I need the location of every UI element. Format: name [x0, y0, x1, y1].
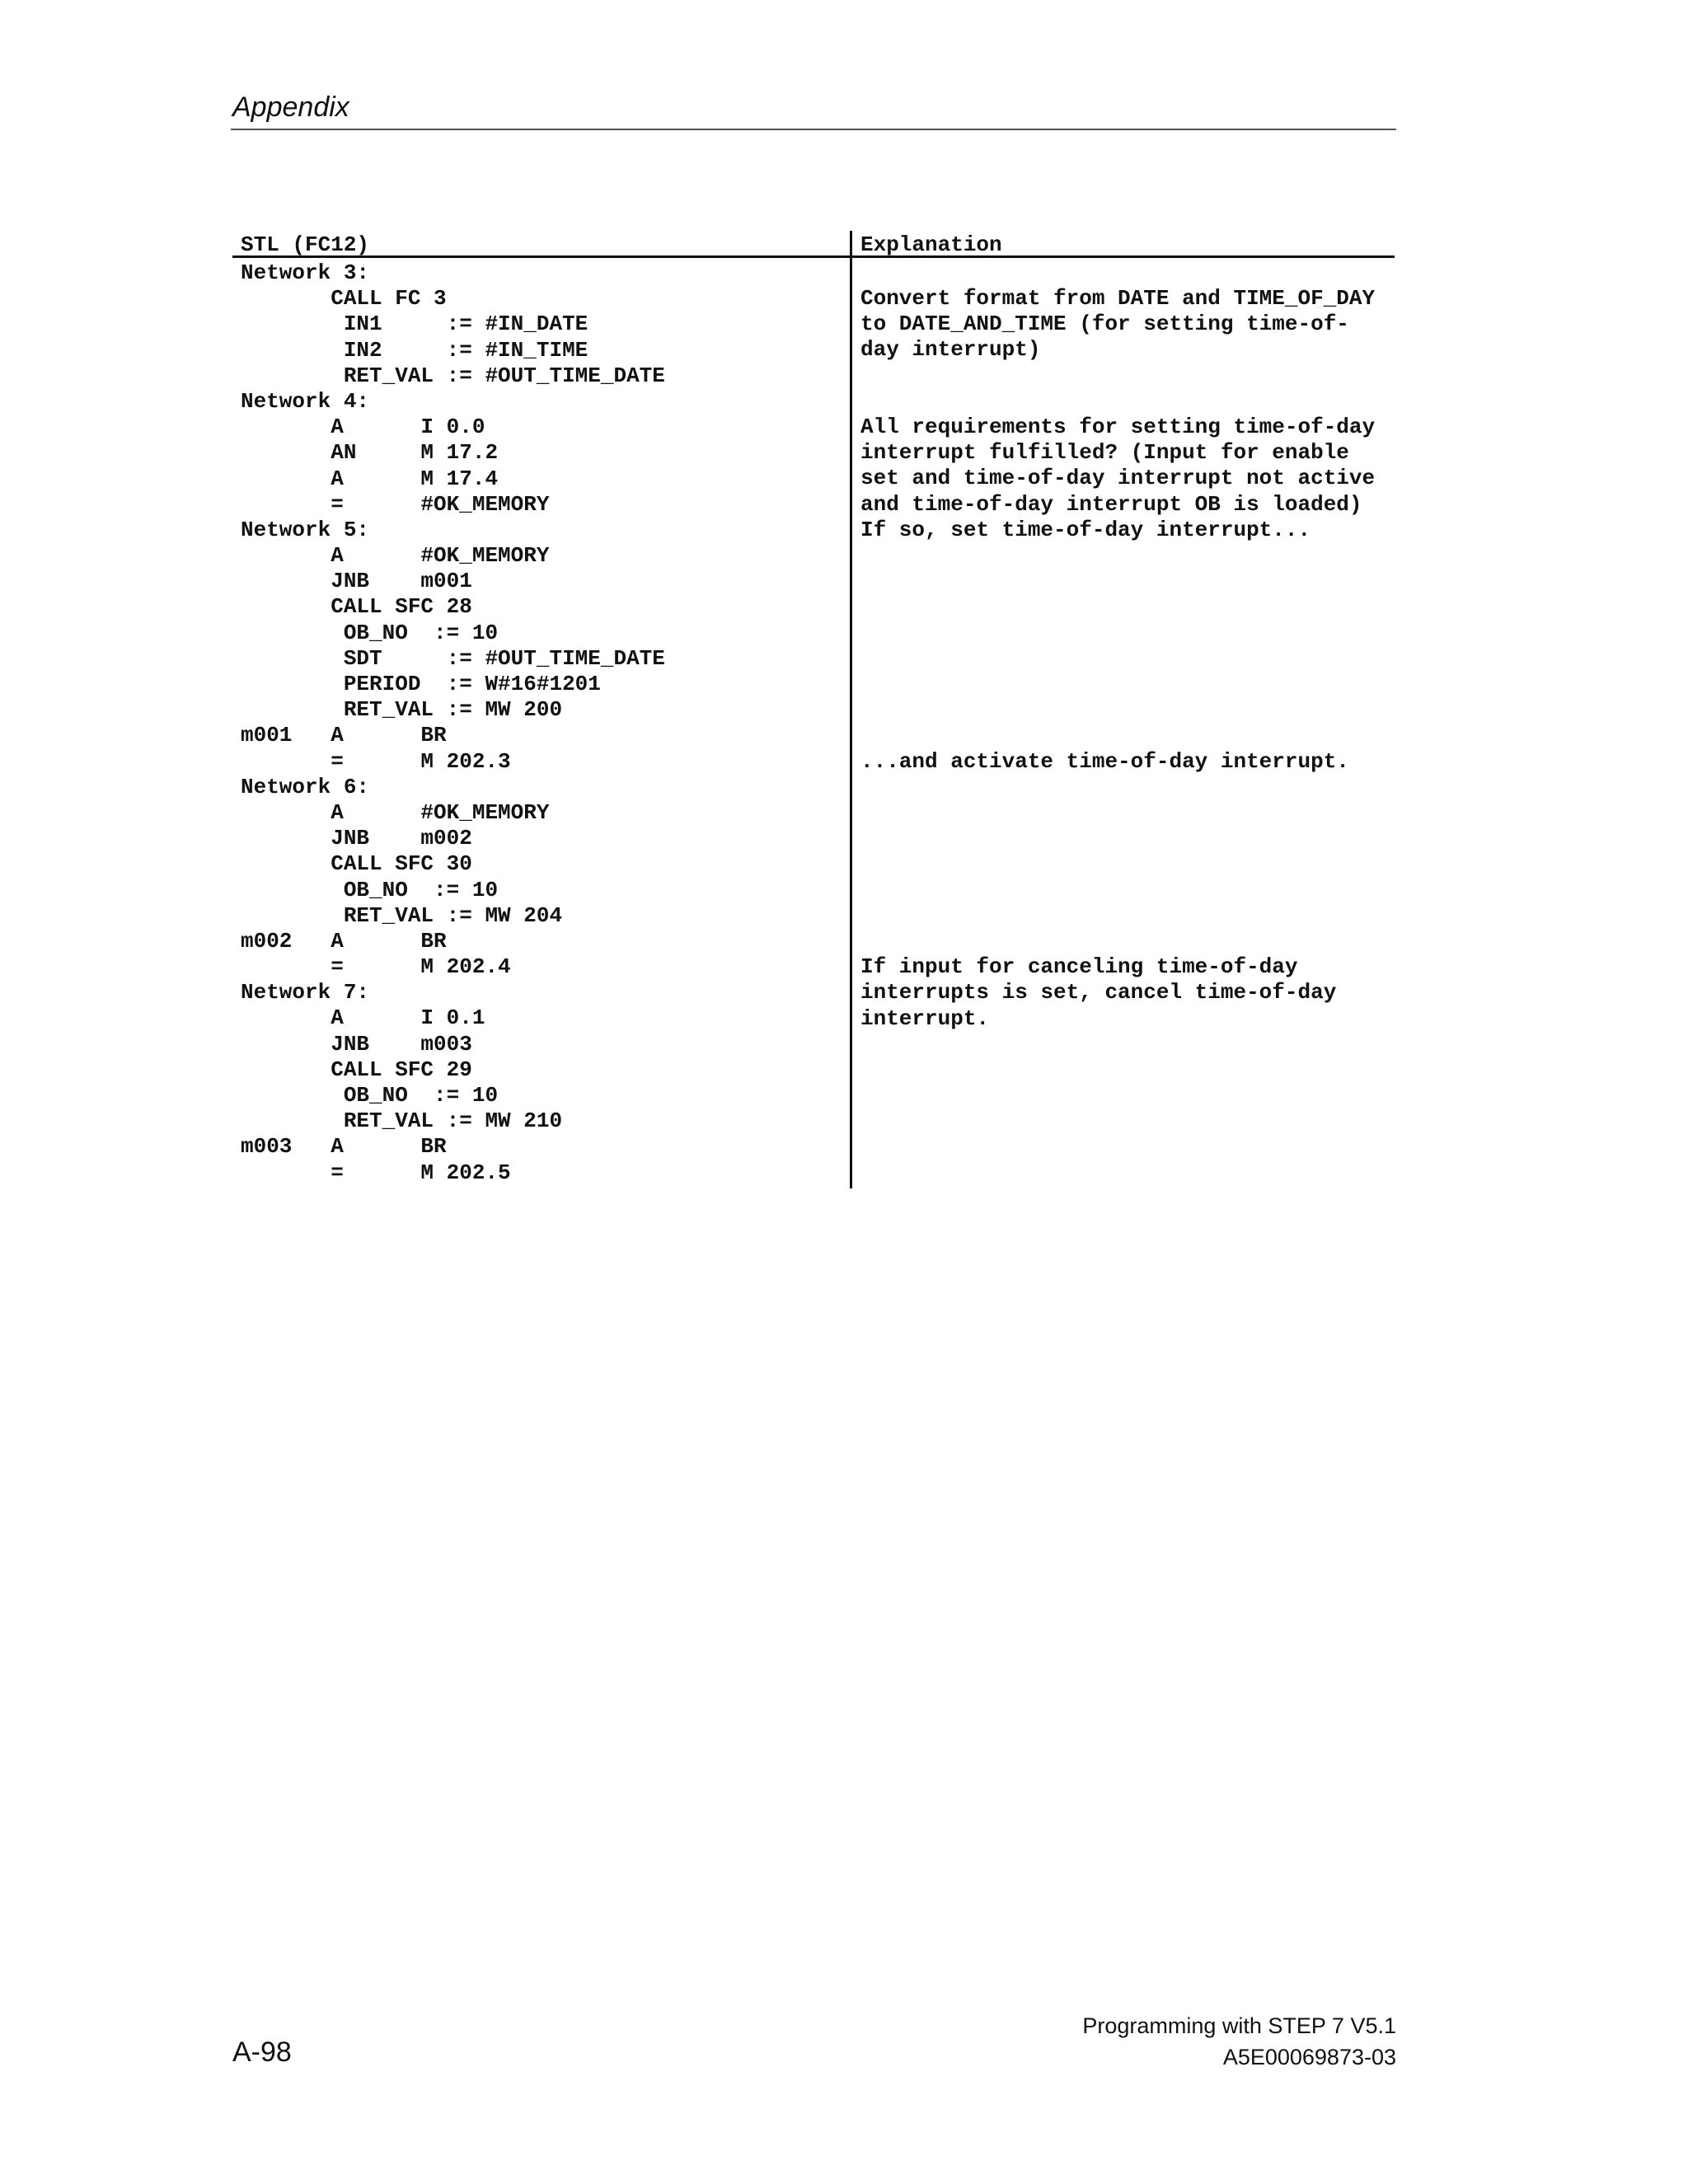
- code-line: CALL SFC 29: [241, 1057, 472, 1082]
- code-line: PERIOD := W#16#1201: [241, 672, 601, 696]
- explanation-paragraph: [860, 286, 1396, 363]
- code-line: CALL SFC 30: [241, 851, 472, 877]
- document-number: A5E00069873-03: [1222, 2045, 1396, 2069]
- code-line: RET_VAL := #OUT_TIME_DATE: [241, 363, 665, 388]
- column-divider: [850, 231, 852, 1188]
- explanation-line: and time-of-day interrupt OB is loaded): [860, 491, 1362, 517]
- page-header-title: Appendix: [232, 91, 349, 123]
- explanation-paragraph: [860, 954, 1396, 1032]
- code-line: Network 6:: [241, 774, 370, 799]
- code-line: OB_NO := 10: [241, 877, 499, 902]
- code-line: OB_NO := 10: [241, 620, 499, 645]
- header-rule: [231, 129, 1396, 130]
- code-line: A I 0.0: [241, 415, 485, 440]
- explanation-line: day interrupt): [860, 337, 1041, 363]
- explanation-line: interrupt fulfilled? (Input for enable: [860, 440, 1349, 466]
- left-column-heading: STL (FC12): [241, 232, 370, 257]
- heading-rule-right: [852, 255, 1395, 258]
- code-line: Network 4:: [241, 388, 370, 414]
- code-line: A I 0.1: [241, 1005, 485, 1031]
- heading-rule-left: [232, 255, 850, 258]
- code-line: JNB m002: [241, 826, 472, 851]
- page-number: A-98: [232, 2036, 292, 2068]
- explanation-line: interrupt.: [860, 1005, 990, 1031]
- explanation-line: set and time-of-day interrupt not active: [860, 466, 1376, 491]
- explanation-line: If so, set time-of-day interrupt...: [860, 517, 1311, 542]
- code-line: = M 202.4: [241, 954, 511, 980]
- explanation-line: If input for canceling time-of-day: [860, 954, 1298, 980]
- product-title: Programming with STEP 7 V5.1: [1082, 2013, 1396, 2038]
- code-line: IN1 := #IN_DATE: [241, 312, 588, 337]
- code-line: m003 A BR: [241, 1134, 447, 1160]
- code-line: JNB m003: [241, 1031, 472, 1057]
- code-line: A #OK_MEMORY: [241, 799, 550, 825]
- code-line: Network 5:: [241, 517, 370, 542]
- code-line: SDT := #OUT_TIME_DATE: [241, 645, 665, 671]
- code-line: JNB m001: [241, 569, 472, 594]
- code-line: = M 202.5: [241, 1160, 511, 1185]
- code-line: RET_VAL := MW 204: [241, 902, 563, 928]
- code-line: Network 7:: [241, 980, 370, 1005]
- code-line: m002 A BR: [241, 928, 447, 954]
- code-line: A M 17.4: [241, 466, 499, 491]
- right-column-heading: Explanation: [860, 232, 1002, 257]
- explanation-line: Convert format from DATE and TIME_OF_DAY: [860, 286, 1376, 311]
- code-line: CALL SFC 28: [241, 594, 472, 620]
- code-line: OB_NO := 10: [241, 1083, 499, 1108]
- code-line: RET_VAL := MW 210: [241, 1108, 563, 1134]
- code-line: IN2 := #IN_TIME: [241, 337, 588, 363]
- code-line: = M 202.3: [241, 748, 511, 774]
- code-line: = #OK_MEMORY: [241, 491, 550, 517]
- code-line: AN M 17.2: [241, 440, 499, 466]
- explanation-paragraph: [860, 749, 1396, 775]
- stl-code-listing: [241, 260, 665, 1186]
- code-line: m001 A BR: [241, 723, 447, 748]
- code-line: Network 3:: [241, 260, 370, 285]
- code-line: RET_VAL := MW 200: [241, 697, 563, 723]
- code-line: CALL FC 3: [241, 286, 447, 312]
- explanation-line: interrupts is set, cancel time-of-day: [860, 980, 1337, 1005]
- code-line: A #OK_MEMORY: [241, 543, 550, 569]
- explanation-line: to DATE_AND_TIME (for setting time-of-: [860, 312, 1349, 337]
- explanation-line: ...and activate time-of-day interrupt.: [860, 748, 1349, 774]
- explanation-line: All requirements for setting time-of-day: [860, 415, 1376, 439]
- explanation-paragraph: [860, 415, 1396, 543]
